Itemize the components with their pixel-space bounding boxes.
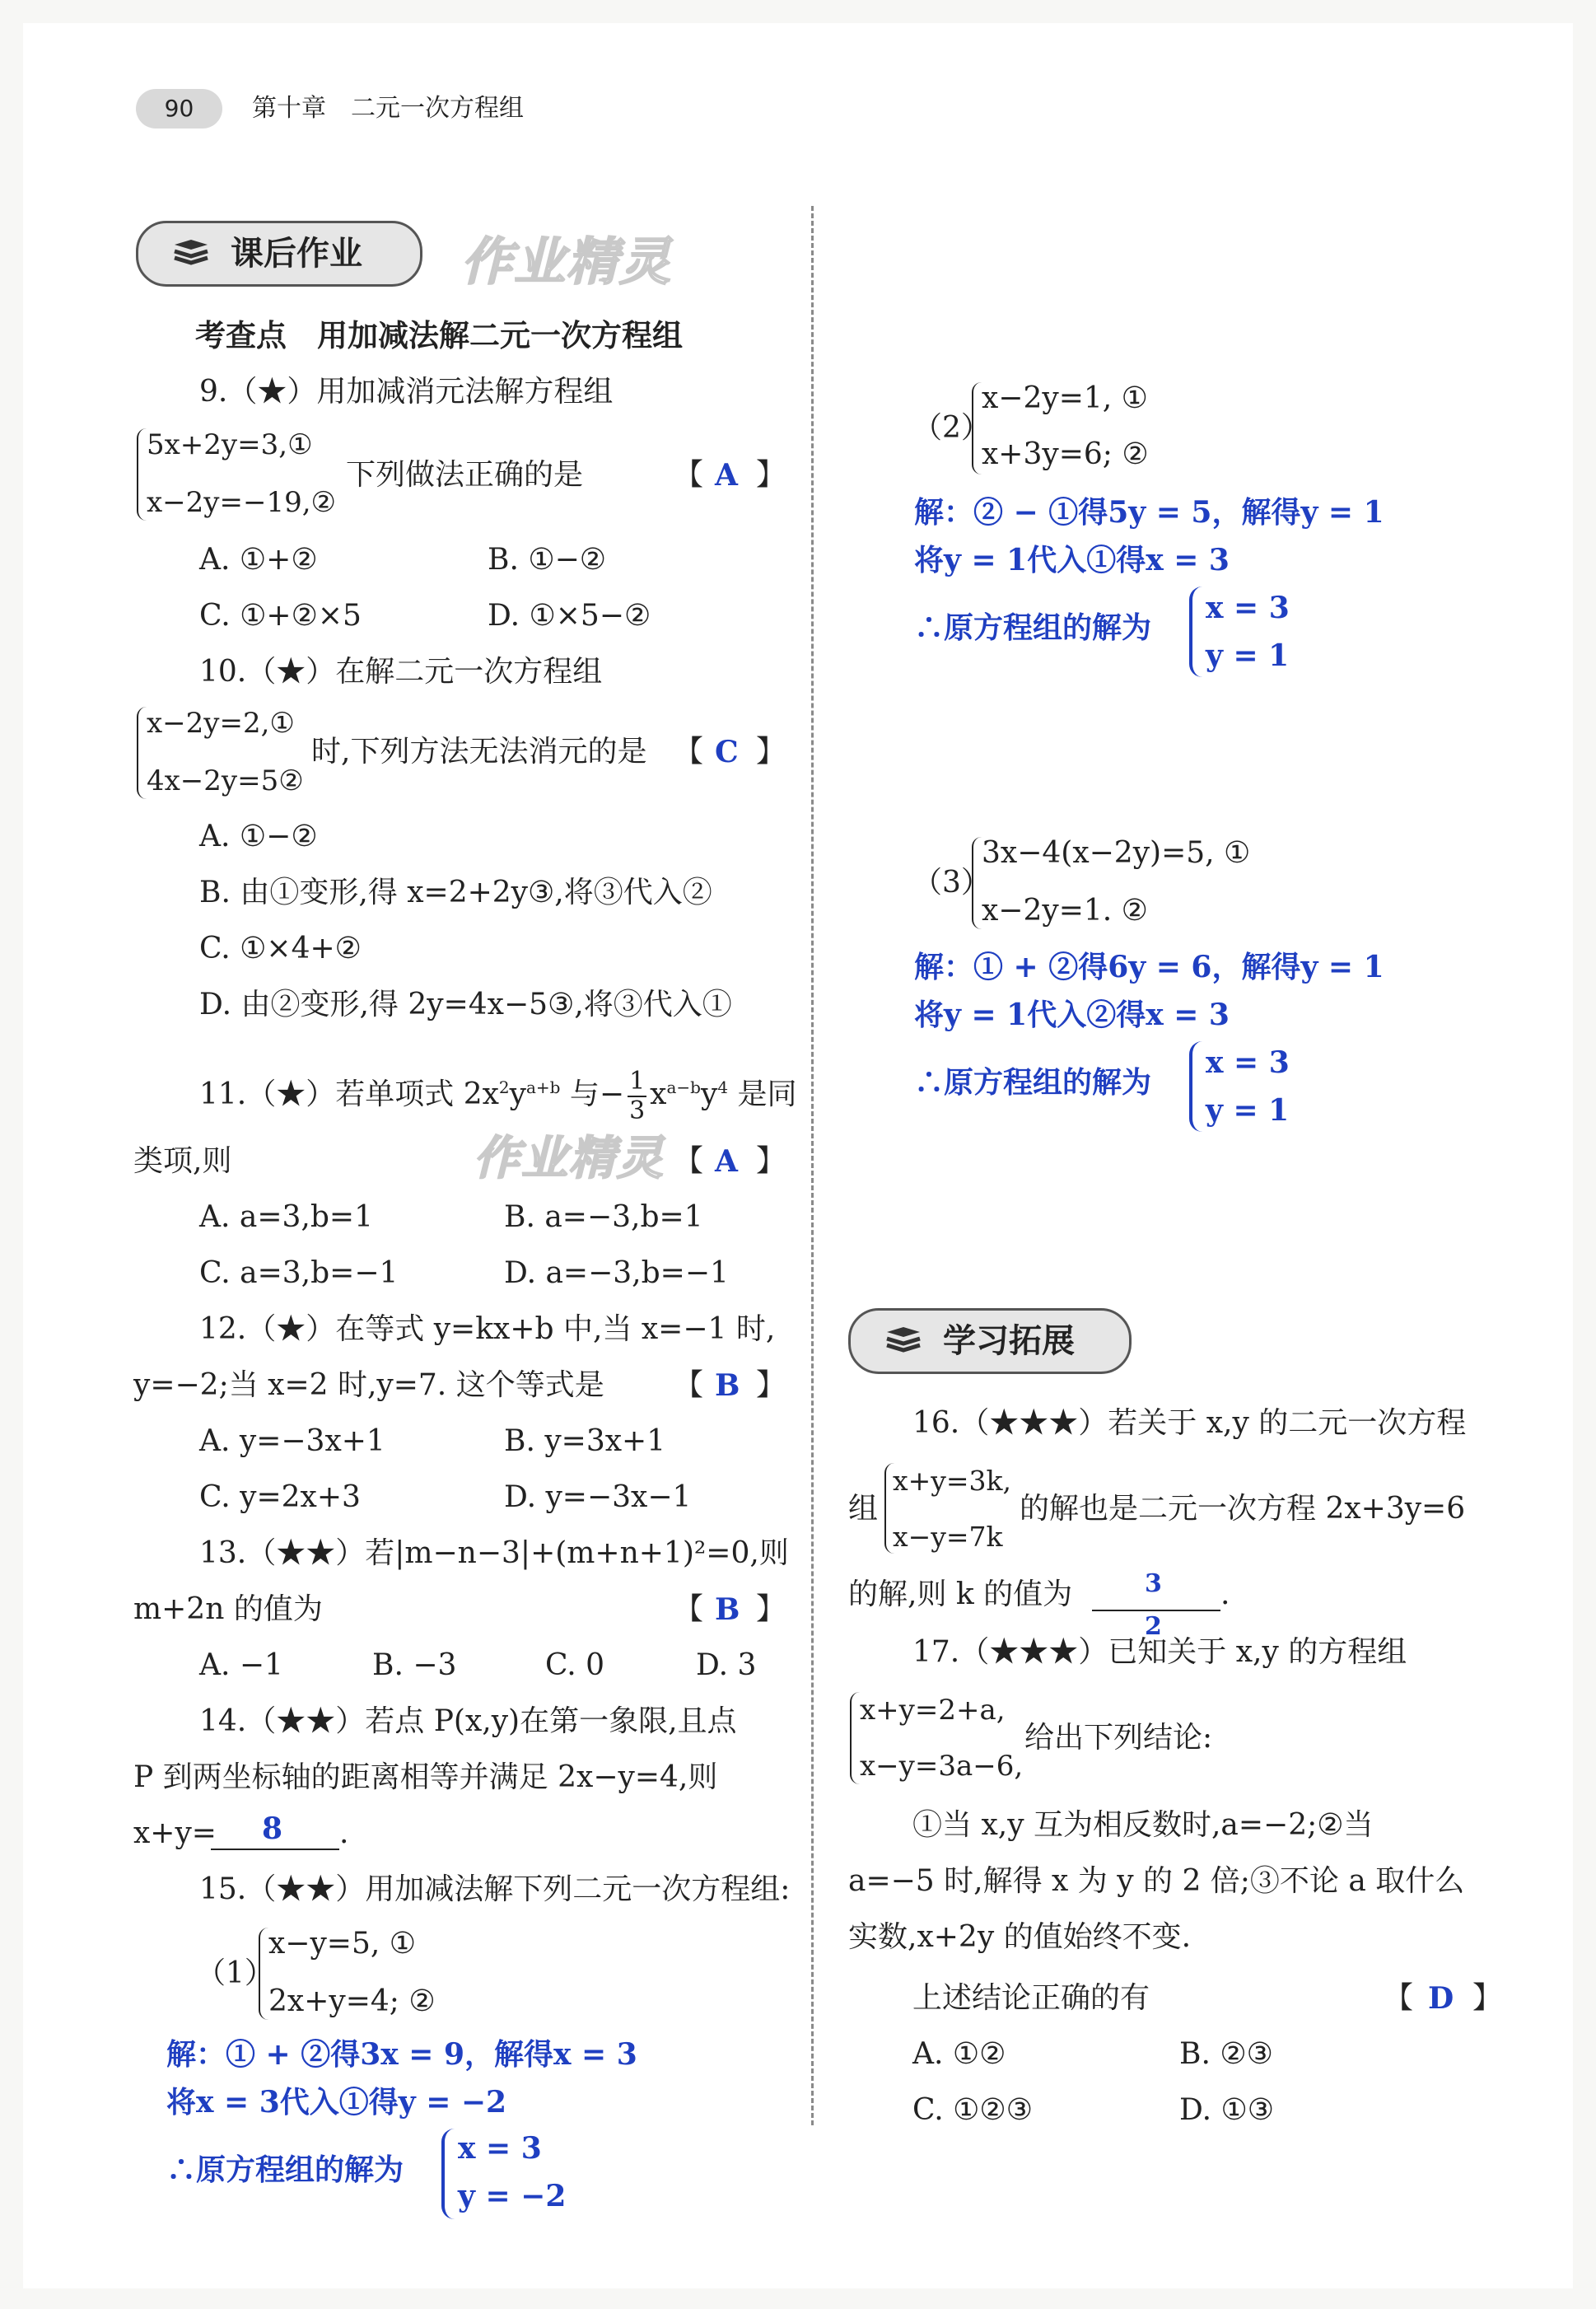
q16-answer-numerator: 3 [1145, 1569, 1162, 1598]
q14-line3: x+y= [133, 1816, 217, 1850]
q11-text-b: y [509, 1077, 526, 1111]
q13-answer: B [715, 1592, 740, 1627]
q15-part2-solution-line2: 将y = 1代入①得x = 3 [914, 543, 1230, 577]
q10-eq2: 4x−2y=5② [147, 764, 304, 797]
q15-part1-eq1: x−y=5, ① [268, 1927, 417, 1961]
q9-bracket-right: 】 [756, 458, 786, 492]
q11-frac-denominator: 3 [629, 1096, 646, 1125]
q17-tail: 给出下列结论: [1024, 1721, 1213, 1755]
q12-option-d: D. y=−3x−1 [504, 1480, 692, 1514]
books-icon [171, 238, 211, 269]
section-title-extension: 学习拓展 [943, 1322, 1075, 1360]
q17-option-c: C. ①②③ [912, 2093, 1033, 2127]
q15-part2-brace [972, 382, 982, 474]
page-number: 90 [136, 89, 222, 129]
q10-option-a: A. ①−② [199, 820, 318, 853]
q11-text-f: 是同 [728, 1077, 797, 1111]
q15-part1-eq2: 2x+y=4; ② [268, 1984, 436, 2018]
q10-option-c: C. ①×4+② [199, 932, 362, 965]
q15-part2-result-y: y = 1 [1206, 638, 1290, 673]
q13-line1: 13.（★★）若|m−n−3|+(m+n+1)²=0,则 [199, 1536, 789, 1570]
q11-line2: 类项,则 [133, 1144, 232, 1178]
q13-bracket-right: 】 [756, 1592, 786, 1626]
q9-option-c: C. ①+②×5 [199, 599, 362, 633]
q11-option-a: A. a=3,b=1 [199, 1200, 373, 1234]
q13-option-a: A. −1 [199, 1648, 283, 1682]
q15-part1-brace [259, 1928, 268, 2020]
section-title: 课后作业 [231, 235, 362, 273]
q10-stem: 10.（★）在解二元一次方程组 [199, 655, 603, 689]
q14-line1: 14.（★★）若点 P(x,y)在第一象限,且点 [199, 1704, 737, 1738]
q11-sup4: 4 [717, 1077, 729, 1097]
q15-solution-line1: 解：① + ②得3x = 9，解得x = 3 [166, 2037, 637, 2072]
q16-prefix: 组 [848, 1492, 879, 1526]
q11-bracket-right: 】 [756, 1144, 786, 1178]
q9-eq1: 5x+2y=3,① [147, 428, 313, 461]
q11-text-e: y [700, 1077, 718, 1111]
q14-answer: 8 [262, 1811, 283, 1846]
q16-line1: 16.（★★★）若关于 x,y 的二元一次方程 [912, 1406, 1467, 1440]
q15-part2-solution-line1: 解：② − ①得5y = 5，解得y = 1 [914, 495, 1384, 530]
q17-line6: 上述结论正确的有 [912, 1981, 1150, 2015]
q11-fraction [628, 1068, 646, 1125]
q17-line3: ①当 x,y 互为相反数时,a=−2;②当 [912, 1808, 1374, 1842]
q17-option-d: D. ①③ [1179, 2093, 1275, 2127]
q11-option-c: C. a=3,b=−1 [199, 1256, 399, 1290]
q17-eq1: x+y=2+a, [860, 1694, 1006, 1727]
q17-answer: D [1428, 1981, 1454, 2016]
watermark-2: 作业精灵 [474, 1132, 665, 1185]
topic-heading: 考查点 用加减法解二元一次方程组 [195, 318, 683, 353]
q15-result-x: x = 3 [458, 2131, 542, 2166]
q11-text-a: 11.（★）若单项式 2x [199, 1077, 499, 1111]
q15-part3-result-y: y = 1 [1206, 1093, 1290, 1128]
q17-line4: a=−5 时,解得 x 为 y 的 2 倍;③不论 a 取什么 [848, 1864, 1465, 1898]
q11-text-d: x [650, 1077, 667, 1111]
q15-result-y: y = −2 [458, 2179, 567, 2213]
q16-post: 的解也是二元一次方程 2x+3y=6 [1020, 1492, 1466, 1526]
q15-part2-eq2: x+3y=6; ② [982, 437, 1149, 471]
q17-option-b: B. ②③ [1179, 2037, 1273, 2071]
q10-option-b: B. 由①变形,得 x=2+2y③,将③代入② [199, 876, 712, 909]
q17-bracket-right: 】 [1472, 1981, 1503, 2015]
q15-part2-conclusion: ∴原方程组的解为 [914, 610, 1152, 645]
q12-option-a: A. y=−3x+1 [199, 1424, 385, 1458]
q13-bracket-left: 【 [674, 1592, 704, 1626]
q9-option-d: D. ①×5−② [488, 599, 651, 633]
chapter-title: 第十章 二元一次方程组 [252, 94, 524, 123]
q15-part2-label: （2） [912, 411, 991, 445]
q15-part3-solution-line1: 解：① + ②得6y = 6，解得y = 1 [914, 950, 1384, 984]
q15-part3-label: （3） [912, 866, 991, 900]
q9-option-b: B. ①−② [488, 543, 607, 577]
q11-line1 [199, 1068, 797, 1125]
q11-text-c: 与− [560, 1077, 625, 1111]
q10-eq1: x−2y=2,① [147, 707, 295, 740]
q15-part3-brace [972, 837, 982, 929]
q13-line2: m+2n 的值为 [133, 1592, 323, 1626]
q15-solution-conclusion: ∴原方程组的解为 [166, 2152, 404, 2187]
q15-part2-result-brace [1189, 587, 1202, 677]
q12-bracket-right: 】 [756, 1368, 786, 1402]
q12-option-b: B. y=3x+1 [504, 1424, 666, 1458]
q12-option-c: C. y=2x+3 [199, 1480, 361, 1514]
q15-stem: 15.（★★）用加减法解下列二元一次方程组: [199, 1872, 791, 1906]
q11-option-b: B. a=−3,b=1 [504, 1200, 703, 1234]
q10-brace [137, 707, 147, 799]
q12-line2: y=−2;当 x=2 时,y=7. 这个等式是 [133, 1368, 604, 1402]
q15-part3-result-x: x = 3 [1206, 1045, 1290, 1080]
q11-frac-numerator: 1 [629, 1067, 646, 1096]
q9-brace [137, 428, 147, 521]
q9-option-a: A. ①+② [199, 543, 318, 577]
q14-end: . [339, 1816, 349, 1850]
q10-option-d: D. 由②变形,得 2y=4x−5③,将③代入① [199, 988, 732, 1021]
q12-answer: B [715, 1368, 740, 1403]
q13-option-d: D. 3 [696, 1648, 757, 1682]
q17-stem: 17.（★★★）已知关于 x,y 的方程组 [912, 1635, 1407, 1669]
q10-tail: 时,下列方法无法消元的是 [311, 735, 647, 769]
q16-eq2: x−y=7k [893, 1521, 1003, 1553]
q15-result-brace [441, 2129, 455, 2219]
q11-bracket-left: 【 [674, 1144, 704, 1178]
q16-answer-blank [1092, 1610, 1220, 1611]
q9-stem: 9.（★）用加减消元法解方程组 [199, 375, 614, 409]
q15-part2-eq1: x−2y=1, ① [982, 381, 1148, 415]
q11-answer: A [715, 1144, 738, 1179]
watermark: 作业精灵 [461, 231, 673, 292]
q9-eq2: x−2y=−19,② [147, 486, 337, 519]
q15-part3-eq2: x−2y=1. ② [982, 894, 1148, 928]
q15-part3-conclusion: ∴原方程组的解为 [914, 1065, 1152, 1100]
q12-line1: 12.（★）在等式 y=kx+b 中,当 x=−1 时, [199, 1312, 776, 1346]
q9-tail: 下列做法正确的是 [346, 458, 584, 492]
q16-end: . [1220, 1578, 1230, 1611]
q9-answer: A [715, 458, 738, 493]
page-background [23, 23, 1573, 2288]
q16-answer-denominator: 2 [1145, 1612, 1162, 1641]
q9-bracket-left: 【 [674, 458, 704, 492]
q13-option-b: B. −3 [372, 1648, 457, 1682]
q17-brace [850, 1692, 860, 1784]
q16-line3: 的解,则 k 的值为 [848, 1578, 1073, 1611]
q15-part3-eq1: 3x−4(x−2y)=5, ① [982, 836, 1251, 870]
q15-part3-result-brace [1189, 1041, 1202, 1132]
q16-eq1: x+y=3k, [893, 1465, 1012, 1497]
section-header-homework [136, 221, 422, 287]
column-divider [811, 206, 814, 2125]
q15-part2-result-x: x = 3 [1206, 591, 1290, 625]
q17-line5: 实数,x+2y 的值始终不变. [848, 1920, 1192, 1954]
q17-bracket-left: 【 [1384, 1981, 1414, 2015]
q11-sup1: 2 [498, 1077, 510, 1097]
books-icon [884, 1325, 923, 1357]
q15-solution-line2: 将x = 3代入①得y = −2 [166, 2085, 507, 2120]
q15-part1-label: （1） [196, 1956, 274, 1990]
q10-bracket-left: 【 [674, 735, 704, 769]
section-header-extension [848, 1308, 1132, 1374]
q17-eq2: x−y=3a−6, [860, 1750, 1024, 1783]
q14-line2: P 到两坐标轴的距离相等并满足 2x−y=4,则 [133, 1760, 718, 1794]
q12-bracket-left: 【 [674, 1368, 704, 1402]
q14-answer-blank [211, 1849, 339, 1850]
q15-part3-solution-line2: 将y = 1代入②得x = 3 [914, 998, 1230, 1032]
q11-option-d: D. a=−3,b=−1 [504, 1256, 729, 1290]
q10-answer: C [715, 735, 739, 769]
q11-sup3: a−b [666, 1077, 701, 1097]
q17-option-a: A. ①② [912, 2037, 1006, 2071]
q13-option-c: C. 0 [545, 1648, 605, 1682]
q11-sup2: a+b [525, 1077, 561, 1097]
q10-bracket-right: 】 [756, 735, 786, 769]
